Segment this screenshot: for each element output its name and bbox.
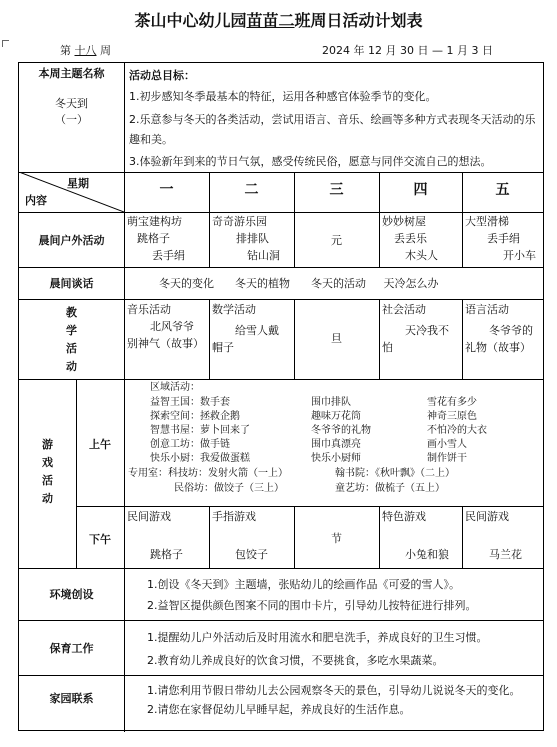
area-activity: 快乐小厨：我爱做蛋糕 bbox=[150, 453, 250, 464]
pm-mon-type: 民间游戏 bbox=[127, 510, 171, 523]
goal-item: 2.乐意参与冬天的各类活动，尝试用语言、音乐、绘画等多种方式表现冬天活动的乐趣和美。 bbox=[129, 113, 536, 146]
outdoor-fri-game: 开小车 bbox=[503, 249, 536, 262]
area-activity: 围巾排队 bbox=[311, 397, 351, 408]
theme-label: 本周主题名称 bbox=[38, 67, 105, 80]
care-item: 1.提醒幼儿户外活动后及时用流水和肥皂洗手，养成良好的卫生习惯。 bbox=[147, 631, 488, 644]
care-item: 2.教育幼儿养成良好的饮食习惯，不要挑食，多吃水果蔬菜。 bbox=[147, 654, 444, 667]
home-item: 2.请您在家督促幼儿早睡早起，养成良好的生活作息。 bbox=[147, 703, 411, 716]
pm-wed-holiday: 节 bbox=[331, 532, 342, 545]
outdoor-tue-game: 排排队 bbox=[236, 232, 269, 245]
area-activity: 益智王国：数手套 bbox=[150, 397, 230, 408]
area-activity: 画小雪人 bbox=[427, 439, 467, 450]
games-morning-label: 上午 bbox=[89, 438, 111, 451]
pm-tue-game: 包饺子 bbox=[235, 548, 268, 561]
week-number: 第 十八 周 bbox=[60, 44, 111, 57]
outdoor-fri-game: 丢手绢 bbox=[487, 232, 520, 245]
talk-topics: 冬天的变化 冬天的植物 冬天的活动 天冷怎么办 bbox=[159, 277, 439, 290]
special-room-activity: 专用室：科技坊：发射火箭（一上） bbox=[128, 468, 288, 479]
content-header-label: 内容 bbox=[25, 194, 47, 207]
games-label: 游 戏 活 动 bbox=[42, 438, 53, 505]
day-friday: 五 bbox=[495, 182, 510, 198]
outdoor-thu-area: 妙妙树屋 bbox=[382, 215, 426, 228]
goal-item: 1.初步感知冬季最基本的特征，运用各种感官体验季节的变化。 bbox=[129, 90, 437, 103]
talk-label: 晨间谈话 bbox=[49, 277, 94, 290]
area-activity: 智慧书屋：萝卜回来了 bbox=[150, 425, 250, 436]
outdoor-fri-area: 大型滑梯 bbox=[465, 215, 509, 228]
goals-label: 活动总目标： bbox=[129, 69, 195, 82]
home-label: 家园联系 bbox=[49, 692, 94, 705]
goal-item: 3.体验新年到来的节日气氛，感受传统民俗，愿意与同伴交流自己的想法。 bbox=[129, 155, 492, 168]
theme-name: 冬天到 bbox=[55, 97, 88, 110]
care-label: 保育工作 bbox=[49, 642, 94, 655]
teaching-thu-title: 天冷我不 bbox=[405, 324, 449, 337]
area-activity: 制作饼干 bbox=[427, 453, 467, 464]
day-wednesday: 三 bbox=[329, 182, 344, 198]
teaching-tue-title: 帽子 bbox=[212, 341, 234, 354]
area-activity: 快乐小厨师 bbox=[311, 453, 361, 464]
area-activity: 趣味万花筒 bbox=[311, 411, 361, 422]
plan-table bbox=[18, 62, 544, 731]
area-activity: 不怕冷的大衣 bbox=[427, 425, 487, 436]
teaching-wed-holiday: 旦 bbox=[331, 332, 342, 345]
pm-thu-game: 小兔和狼 bbox=[405, 548, 449, 561]
outdoor-mon-game: 跳格子 bbox=[137, 232, 170, 245]
area-activities-title: 区域活动： bbox=[150, 382, 200, 393]
pm-tue-type: 手指游戏 bbox=[212, 510, 256, 523]
area-activity: 创意工坊：做手链 bbox=[150, 439, 230, 450]
special-room-activity: 翰书院：《秋叶飘》（二上） bbox=[335, 468, 455, 479]
outdoor-thu-game: 木头人 bbox=[405, 249, 438, 262]
teaching-tue-type: 数学活动 bbox=[212, 303, 256, 316]
area-activity: 探索空间：拯救企鹅 bbox=[150, 411, 240, 422]
env-item: 1.创设《冬天到》主题墙，张贴幼儿的绘画作品《可爱的雪人》。 bbox=[147, 578, 460, 591]
corner-mark bbox=[2, 40, 9, 47]
pm-mon-game: 跳格子 bbox=[150, 548, 183, 561]
teaching-fri-title: 冬爷爷的 bbox=[489, 324, 533, 337]
weekday-header-label: 星期 bbox=[67, 177, 89, 190]
class-name: 苗苗二 bbox=[246, 11, 295, 30]
teaching-label: 教 学 活 动 bbox=[66, 306, 77, 373]
area-activity: 冬爷爷的礼物 bbox=[311, 425, 371, 436]
teaching-thu-type: 社会活动 bbox=[382, 303, 426, 316]
outdoor-mon-game: 丢手绢 bbox=[152, 249, 185, 262]
teaching-mon-title: 北风爷爷 bbox=[150, 320, 194, 333]
outdoor-mon-area: 萌宝建构坊 bbox=[127, 215, 182, 228]
home-item: 1.请您利用节假日带幼儿去公园观察冬天的景色，引导幼儿说说冬天的变化。 bbox=[147, 684, 521, 697]
outdoor-thu-game: 丢丢乐 bbox=[394, 232, 427, 245]
pm-fri-game: 马兰花 bbox=[489, 548, 522, 561]
date-range: 2024 年 12 月 30 日 — 1 月 3 日 bbox=[322, 44, 493, 57]
teaching-mon-type: 音乐活动 bbox=[127, 303, 171, 316]
day-tuesday: 二 bbox=[244, 182, 259, 198]
teaching-fri-title: 礼物（故事） bbox=[465, 341, 531, 354]
pm-thu-type: 特色游戏 bbox=[382, 510, 426, 523]
teaching-mon-title: 别神气（故事） bbox=[127, 337, 204, 350]
env-label: 环境创设 bbox=[49, 588, 94, 601]
outdoor-tue-game: 钻山洞 bbox=[247, 249, 280, 262]
games-afternoon-label: 下午 bbox=[89, 533, 111, 546]
special-room-activity: 童艺坊：做梳子（五上） bbox=[335, 483, 445, 494]
special-room-activity: 民俗坊：做饺子（三上） bbox=[174, 483, 284, 494]
area-activity: 围巾真漂亮 bbox=[311, 439, 361, 450]
area-activity: 雪花有多少 bbox=[427, 397, 477, 408]
env-item: 2.益智区提供颜色图案不同的围巾卡片，引导幼儿按特征进行排列。 bbox=[147, 599, 477, 612]
teaching-fri-type: 语言活动 bbox=[465, 303, 509, 316]
day-monday: 一 bbox=[159, 182, 174, 198]
area-activity: 神奇三原色 bbox=[427, 411, 477, 422]
teaching-thu-title: 怕 bbox=[382, 341, 393, 354]
outdoor-wed-holiday: 元 bbox=[331, 234, 342, 247]
outdoor-tue-area: 奇奇游乐园 bbox=[212, 215, 267, 228]
pm-fri-type: 民间游戏 bbox=[465, 510, 509, 523]
teaching-tue-title: 给雪人戴 bbox=[235, 324, 279, 337]
day-thursday: 四 bbox=[413, 182, 428, 198]
page-title: 茶山中心幼儿园苗苗二班周日活动计划表 bbox=[134, 11, 423, 30]
outdoor-label: 晨间户外活动 bbox=[38, 234, 105, 247]
theme-name-sub: （一） bbox=[55, 113, 88, 126]
